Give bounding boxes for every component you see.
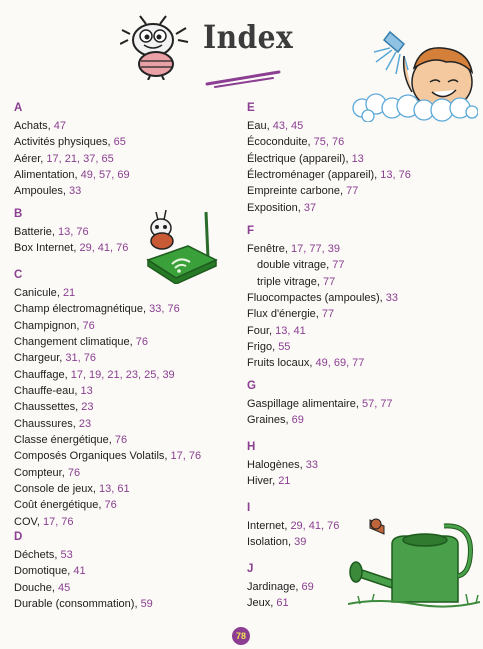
index-entry bbox=[247, 595, 314, 611]
entry-pages: , 31, 76 bbox=[59, 352, 96, 364]
entry-pages: , 33, 76 bbox=[143, 303, 180, 315]
index-entry bbox=[247, 412, 393, 428]
entry-term: Gaspillage alimentaire bbox=[247, 398, 356, 410]
section-letter: C bbox=[14, 269, 23, 281]
entry-pages: , 76 bbox=[130, 336, 148, 348]
section-a bbox=[14, 101, 130, 200]
entry-pages: , 21 bbox=[272, 475, 290, 487]
entry-term: Chaussures bbox=[14, 417, 73, 430]
section-letter: B bbox=[14, 208, 23, 220]
entry-term: Aérer bbox=[14, 152, 41, 165]
index-entry bbox=[14, 497, 201, 513]
entry-term: Classe énergétique bbox=[14, 434, 109, 447]
entry-term: Box Internet bbox=[14, 242, 74, 255]
entry-term: Durable (consommation) bbox=[14, 598, 135, 611]
entry-pages: , 47 bbox=[48, 120, 66, 132]
entry-term: Coût énergétique bbox=[14, 499, 99, 512]
index-entry bbox=[247, 457, 318, 473]
index-entry bbox=[14, 334, 201, 350]
section-b bbox=[14, 207, 128, 257]
index-entry bbox=[247, 167, 411, 183]
entry-pages: , 23 bbox=[75, 401, 93, 413]
index-entry bbox=[14, 285, 201, 301]
entry-term: Internet bbox=[247, 520, 285, 532]
index-entry bbox=[247, 306, 398, 322]
entry-pages: , 49, 57, 69 bbox=[75, 169, 130, 181]
entry-term: Chaussettes bbox=[14, 401, 76, 414]
index-entry bbox=[247, 134, 411, 150]
entry-pages: , 13, 76 bbox=[374, 169, 411, 181]
entry-pages: , 53 bbox=[54, 549, 72, 561]
entry-pages: , 77 bbox=[326, 259, 344, 271]
index-entry bbox=[247, 290, 398, 306]
entry-pages: , 13, 41 bbox=[269, 325, 306, 337]
index-entry bbox=[247, 396, 393, 412]
entry-term: Frigo bbox=[247, 341, 273, 354]
section-letter: I bbox=[247, 502, 251, 514]
entry-term: Activités physiques bbox=[14, 136, 108, 149]
section-f bbox=[247, 224, 398, 372]
entry-pages: , 39 bbox=[288, 536, 306, 548]
section-g bbox=[247, 379, 393, 429]
index-entry bbox=[14, 151, 130, 167]
entry-term: Jardinage bbox=[247, 581, 296, 593]
index-entry bbox=[247, 151, 411, 167]
index-entry bbox=[14, 432, 201, 448]
index-entry bbox=[14, 465, 201, 481]
section-letter: F bbox=[247, 225, 255, 237]
entry-term: Chargeur bbox=[14, 352, 60, 365]
section-j bbox=[247, 562, 314, 612]
index-entry bbox=[247, 241, 398, 257]
entry-pages: , 77 bbox=[317, 276, 335, 288]
index-subentry bbox=[247, 274, 398, 290]
entry-pages: , 21 bbox=[57, 287, 75, 299]
section-c bbox=[14, 268, 201, 530]
index-entry bbox=[14, 134, 130, 150]
section-letter: A bbox=[14, 102, 23, 114]
entry-term: Changement climatique bbox=[14, 336, 130, 349]
entry-term: Écoconduite bbox=[247, 136, 308, 149]
entry-term: Champ électromagnétique bbox=[14, 303, 144, 316]
entry-term: Console de jeux bbox=[14, 483, 93, 496]
index-entry bbox=[247, 323, 398, 339]
entry-pages: , 17, 19, 21, 23, 25, 39 bbox=[65, 369, 175, 381]
entry-term: Fruits locaux bbox=[247, 357, 310, 370]
index-entry bbox=[14, 481, 201, 497]
entry-term: Champignon bbox=[14, 319, 77, 332]
entry-pages: , 45 bbox=[52, 582, 70, 594]
entry-pages: , 49, 69, 77 bbox=[309, 357, 364, 369]
index-entry bbox=[247, 579, 314, 595]
index-entry bbox=[14, 318, 201, 334]
entry-pages: , 65 bbox=[108, 136, 126, 148]
entry-term: Déchets bbox=[14, 549, 55, 561]
index-entry bbox=[14, 580, 153, 596]
section-e bbox=[247, 101, 411, 216]
index-entry bbox=[14, 514, 201, 530]
entry-term: Halogènes bbox=[247, 459, 300, 471]
index-entry bbox=[247, 534, 339, 550]
section-letter: J bbox=[247, 563, 254, 575]
entry-term: Domotique bbox=[14, 565, 68, 578]
index-entry bbox=[14, 416, 201, 432]
entry-pages: , 77 bbox=[340, 185, 358, 197]
entry-pages: , 23 bbox=[73, 418, 91, 430]
title-underline-swoosh bbox=[205, 68, 283, 88]
entry-term: Douche bbox=[14, 581, 52, 594]
entry-term: Électrique (appareil) bbox=[247, 152, 346, 165]
section-letter: G bbox=[247, 380, 256, 392]
entry-term: Empreinte carbone bbox=[247, 185, 340, 198]
entry-term: Hiver bbox=[247, 475, 273, 488]
entry-term: Eau bbox=[247, 120, 267, 132]
section-letter: H bbox=[247, 441, 256, 453]
entry-term: Fluocompactes (ampoules) bbox=[247, 292, 380, 305]
entry-pages: , 33 bbox=[380, 292, 398, 304]
entry-pages: , 17, 76 bbox=[37, 516, 74, 528]
entry-term: Achats bbox=[14, 120, 48, 132]
entry-pages: , 41 bbox=[67, 565, 85, 577]
index-entry bbox=[14, 367, 201, 383]
entry-pages: , 17, 77, 39 bbox=[285, 243, 340, 255]
index-entry bbox=[247, 473, 318, 489]
entry-term: triple vitrage bbox=[257, 275, 317, 288]
index-entry bbox=[14, 240, 128, 256]
entry-pages: , 29, 41, 76 bbox=[284, 520, 339, 532]
entry-pages: , 59 bbox=[134, 598, 152, 610]
index-entry bbox=[14, 547, 153, 563]
entry-pages: , 77 bbox=[316, 308, 334, 320]
entry-pages: , 13 bbox=[345, 153, 363, 165]
entry-term: Composés Organiques Volatils bbox=[14, 450, 165, 463]
entry-term: Alimentation bbox=[14, 169, 75, 182]
entry-term: Graines bbox=[247, 414, 286, 427]
entry-pages: , 13, 76 bbox=[52, 226, 89, 238]
index-entry bbox=[247, 355, 398, 371]
bug-mascot-illustration bbox=[120, 14, 190, 80]
entry-pages: , 61 bbox=[270, 597, 288, 609]
watering-can-illustration bbox=[348, 514, 480, 614]
entry-pages: , 76 bbox=[62, 467, 80, 479]
section-d bbox=[14, 530, 153, 612]
index-subentry bbox=[247, 257, 398, 273]
page-title: Index bbox=[203, 18, 294, 56]
index-entry bbox=[247, 183, 411, 199]
entry-pages: , 76 bbox=[109, 434, 127, 446]
entry-pages: , 33 bbox=[300, 459, 318, 471]
section-letter: D bbox=[14, 531, 23, 543]
index-entry bbox=[247, 339, 398, 355]
entry-term: Électroménager (appareil) bbox=[247, 169, 375, 182]
entry-term: Batterie bbox=[14, 226, 52, 238]
index-entry bbox=[247, 200, 411, 216]
index-entry bbox=[14, 383, 201, 399]
entry-pages: , 76 bbox=[76, 320, 94, 332]
entry-term: Flux d'énergie bbox=[247, 308, 316, 321]
entry-term: Jeux bbox=[247, 597, 271, 610]
entry-term: Chauffe-eau bbox=[14, 385, 75, 398]
entry-term: Isolation bbox=[247, 536, 288, 549]
entry-term: Compteur bbox=[14, 466, 62, 479]
entry-pages: , 13, 61 bbox=[93, 483, 130, 495]
index-entry bbox=[14, 399, 201, 415]
entry-pages: , 37 bbox=[298, 202, 316, 214]
entry-term: Ampoules bbox=[14, 185, 63, 198]
section-h bbox=[247, 440, 318, 490]
entry-term: Four bbox=[247, 324, 270, 337]
entry-pages: , 75, 76 bbox=[308, 136, 345, 148]
section-letter: E bbox=[247, 102, 255, 114]
entry-pages: , 57, 77 bbox=[356, 398, 393, 410]
index-entry bbox=[247, 118, 411, 134]
index-entry bbox=[14, 118, 130, 134]
page-number-badge: 78 bbox=[232, 627, 250, 645]
entry-term: Canicule bbox=[14, 287, 57, 299]
index-entry bbox=[14, 563, 153, 579]
index-entry bbox=[14, 301, 201, 317]
index-entry bbox=[14, 596, 153, 612]
entry-pages: , 17, 76 bbox=[164, 450, 201, 462]
entry-pages: , 33 bbox=[63, 185, 81, 197]
index-entry bbox=[247, 518, 339, 534]
entry-pages: , 69 bbox=[295, 581, 313, 593]
entry-term: double vitrage bbox=[257, 259, 327, 272]
entry-pages: , 76 bbox=[98, 499, 116, 511]
entry-pages: , 69 bbox=[286, 414, 304, 426]
entry-pages: , 17, 21, 37, 65 bbox=[40, 153, 113, 165]
entry-term: Exposition bbox=[247, 201, 298, 214]
index-entry bbox=[14, 448, 201, 464]
entry-pages: , 43, 45 bbox=[267, 120, 304, 132]
entry-pages: , 13 bbox=[74, 385, 92, 397]
index-entry bbox=[14, 183, 130, 199]
entry-term: COV bbox=[14, 515, 37, 528]
index-entry bbox=[14, 350, 201, 366]
index-entry bbox=[14, 167, 130, 183]
section-i bbox=[247, 501, 339, 551]
entry-term: Fenêtre bbox=[247, 243, 285, 255]
entry-term: Chauffage bbox=[14, 368, 65, 381]
entry-pages: , 29, 41, 76 bbox=[73, 242, 128, 254]
index-entry bbox=[14, 224, 128, 240]
entry-pages: , 55 bbox=[272, 341, 290, 353]
